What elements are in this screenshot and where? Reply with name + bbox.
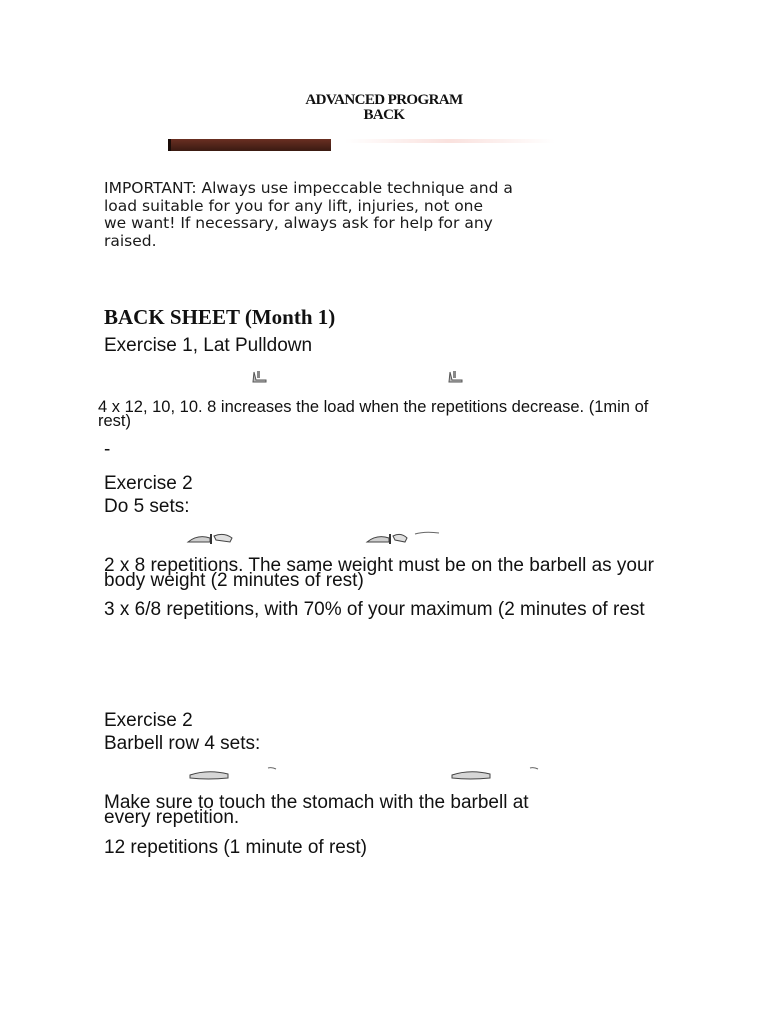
barbell-row-figure-icon	[188, 766, 282, 782]
lat-pulldown-figure-icon	[250, 370, 270, 384]
exercise-3-line-1: Make sure to touch the stomach with the barbell at every repetition.	[104, 792, 529, 828]
exercise-3-subheading: Barbell row 4 sets:	[104, 733, 261, 754]
barbell-row-figure-icon	[450, 766, 544, 782]
cropped-photo-fade	[345, 139, 555, 143]
back-sheet-title: BACK SHEET (Month 1)	[104, 305, 336, 329]
exercise-2-line-2: 3 x 6/8 repetitions, with 70% of your maximum (2 minutes of rest	[104, 599, 645, 620]
lat-pulldown-figure-icon	[446, 370, 466, 384]
important-note: IMPORTANT: Always use impeccable technique and a load suitable for you for any lift, injuries, not one we want! If necessary, always ask for help for any raised.	[104, 179, 513, 250]
exercise-2-subheading: Do 5 sets:	[104, 496, 190, 517]
deadlift-figure-icon	[365, 530, 445, 546]
document-title	[0, 93, 768, 123]
exercise-1-dash: -	[104, 439, 111, 460]
exercise-2-line-1: 2 x 8 repetitions. The same weight must be on the barbell as your body weight (2 minutes of rest)	[104, 555, 654, 591]
title-line-1: ADVANCED PROGRAM	[305, 92, 463, 108]
exercise-1-detail: 4 x 12, 10, 10. 8 increases the load when the repetitions decrease. (1min of rest)	[98, 398, 649, 430]
deadlift-figure-icon	[186, 530, 236, 546]
exercise-2-heading: Exercise 2	[104, 473, 193, 494]
exercise-3-line-2: 12 repetitions (1 minute of rest)	[104, 837, 367, 858]
exercise-3-heading: Exercise 2	[104, 710, 193, 731]
exercise-1-heading: Exercise 1, Lat Pulldown	[104, 335, 313, 356]
cropped-photo	[168, 139, 331, 151]
title-line-2: BACK	[363, 107, 405, 123]
